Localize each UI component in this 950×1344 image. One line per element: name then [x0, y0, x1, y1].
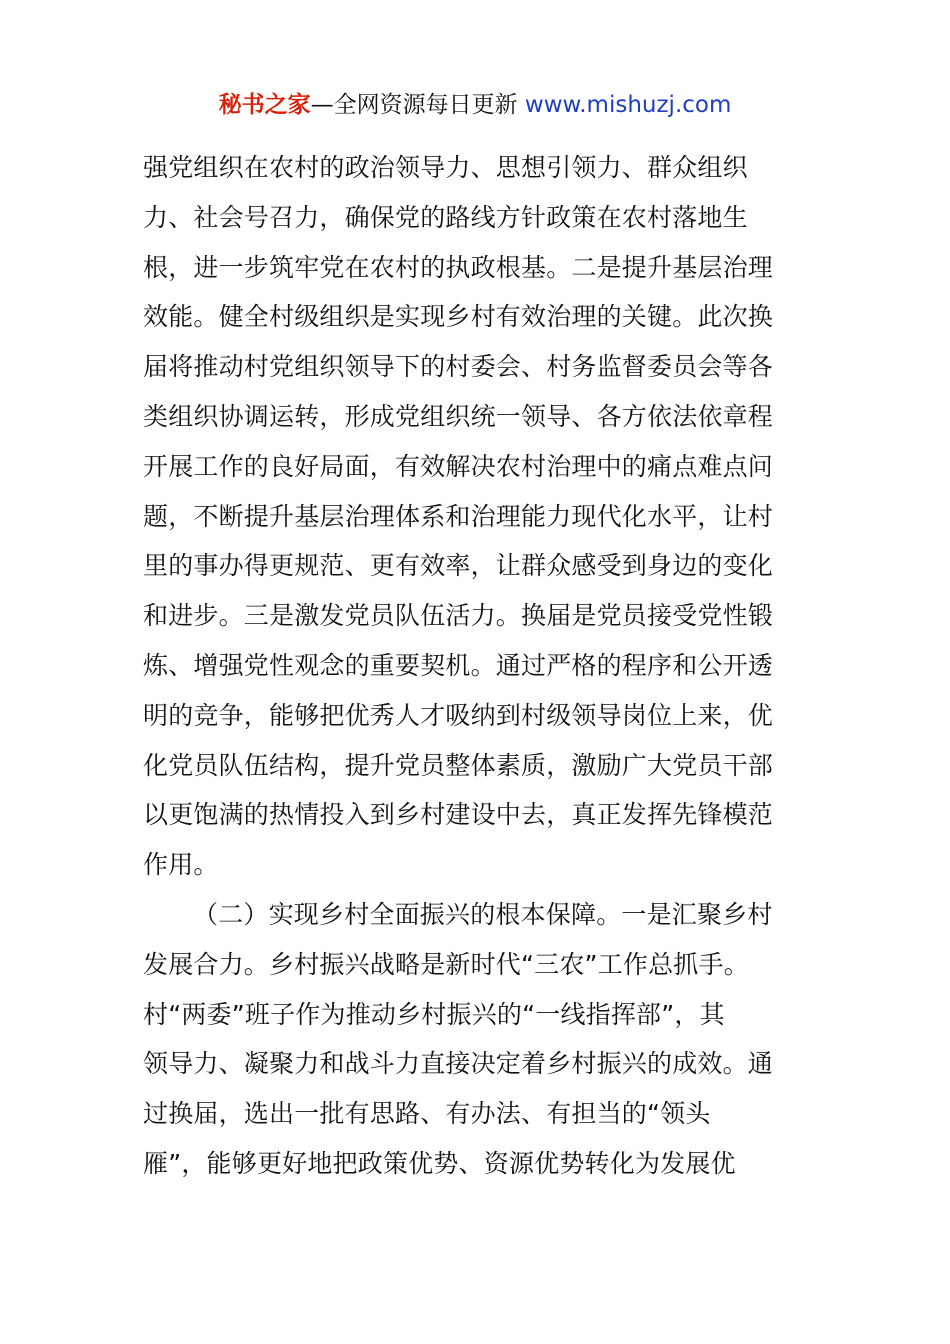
- text-line: 题，不断提升基层治理体系和治理能力现代化水平，让村: [143, 501, 774, 531]
- text-line: 强党组织在农村的政治领导力、思想引领力、群众组织: [143, 153, 748, 182]
- site-header: [0, 88, 950, 122]
- header-tagline: —全网资源每日更新: [310, 92, 525, 118]
- text-line: 领导力、凝聚力和战斗力直接决定着乡村振兴的成效。通: [143, 1049, 774, 1079]
- text-line: 村“两委”班子作为推动乡村振兴的“一线指挥部”，其: [143, 999, 725, 1029]
- text-line: 届将推动村党组织领导下的村委会、村务监督委员会等各: [143, 352, 774, 382]
- text-line: 明的竞争，能够把优秀人才吸纳到村级领导岗位上来，优: [143, 700, 774, 730]
- text-line: 以更饱满的热情投入到乡村建设中去，真正发挥先锋模范: [143, 800, 774, 830]
- brand-name: 秘书之家: [218, 92, 311, 118]
- text-line: 效能。健全村级组织是实现乡村有效治理的关键。此次换: [143, 302, 774, 332]
- text-line: 类组织协调运转，形成党组织统一领导、各方依法依章程: [143, 401, 774, 431]
- text-line: 根，进一步筑牢党在农村的执政根基。二是提升基层治理: [143, 252, 774, 282]
- text-line: 作用。: [143, 850, 219, 880]
- text-line: 和进步。三是激发党员队伍活力。换届是党员接受党性锻: [143, 601, 774, 631]
- text-line: 发展合力。乡村振兴战略是新时代“三农”工作总抓手。: [143, 949, 749, 979]
- text-line: 化党员队伍结构，提升党员整体素质，激励广大党员干部: [143, 750, 774, 780]
- text-line: 力、社会号召力，确保党的路线方针政策在农村落地生: [143, 202, 748, 232]
- text-line: 过换届，选出一批有思路、有办法、有担当的“领头: [143, 1099, 711, 1129]
- section-heading-line: （二）实现乡村全面振兴的根本保障。一是汇聚乡村: [193, 899, 773, 929]
- site-url-link[interactable]: www.mishuzj.com: [524, 92, 732, 118]
- text-line: 里的事办得更规范、更有效率，让群众感受到身边的变化: [143, 551, 774, 581]
- text-line: 开展工作的良好局面，有效解决农村治理中的痛点难点问: [143, 451, 774, 481]
- document-body: [143, 143, 808, 1189]
- text-line: 雁”，能够更好地把政策优势、资源优势转化为发展优: [143, 1148, 736, 1178]
- text-line: 炼、增强党性观念的重要契机。通过严格的程序和公开透: [143, 650, 774, 680]
